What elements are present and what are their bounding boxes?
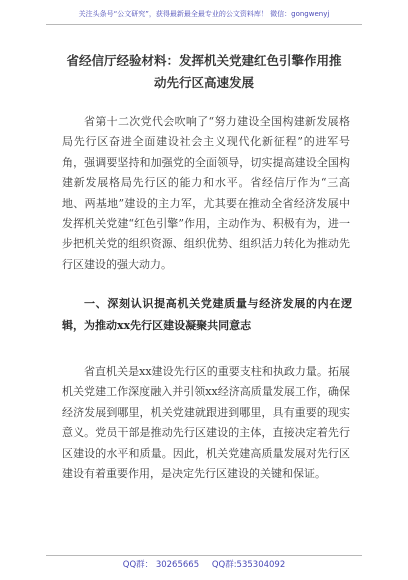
header-divider xyxy=(46,24,362,25)
body-paragraph-1: 省第十二次党代会吹响了“努力建设全国构建新发展格局先行区奋进全面建设社会主义现代化新征程”的进军号角，强调要坚持和加强党的全面领导，切实提高建设全国构建新发展格局先行区的能力和水平。省经信厅作为“三高地、两基地”建设的主力军，尤其要在推动全省经济发展中发挥机关党建“红色引擎”作用，主动作为、积极有为，进一步把机关党的组织资源、组织优势、组织活力转化为推动先行区建设的强大动力。 xyxy=(62,115,350,271)
body-paragraph-2: 省直机关是xx建设先行区的重要支柱和执政力量。拓展机关党建工作深度融入并引领xx经济高质量发展工作，确保经济发展到哪里，机关党建就跟进到哪里，具有重要的现实意义。党员干部是推动先行区建设的主体，直接决定着先行区建设的水平和质量。因此，机关党建高质量发展对先行区建设有着重要作用，是决定先行区建设的关键和保证。 xyxy=(62,365,350,481)
document-title: 省经信厅经验材料：发挥机关党建红色引擎作用推动先行区高速发展 xyxy=(66,53,342,90)
footer-divider xyxy=(46,555,362,556)
footer-qq-group-1: QQ群： 30265665 xyxy=(122,560,200,570)
header-banner: 关注头条号“公文研究”，获得最新最全最专业的公文资料库！ 微信：gongwenyj xyxy=(78,10,330,18)
footer-qq-group-2: QQ群:535304092 xyxy=(211,560,286,570)
footer xyxy=(0,558,408,572)
section-heading-1: 一、深刻认识提高机关党建质量与经济发展的内在逻辑，为推动xx先行区建设凝聚共同意志 xyxy=(62,297,352,332)
